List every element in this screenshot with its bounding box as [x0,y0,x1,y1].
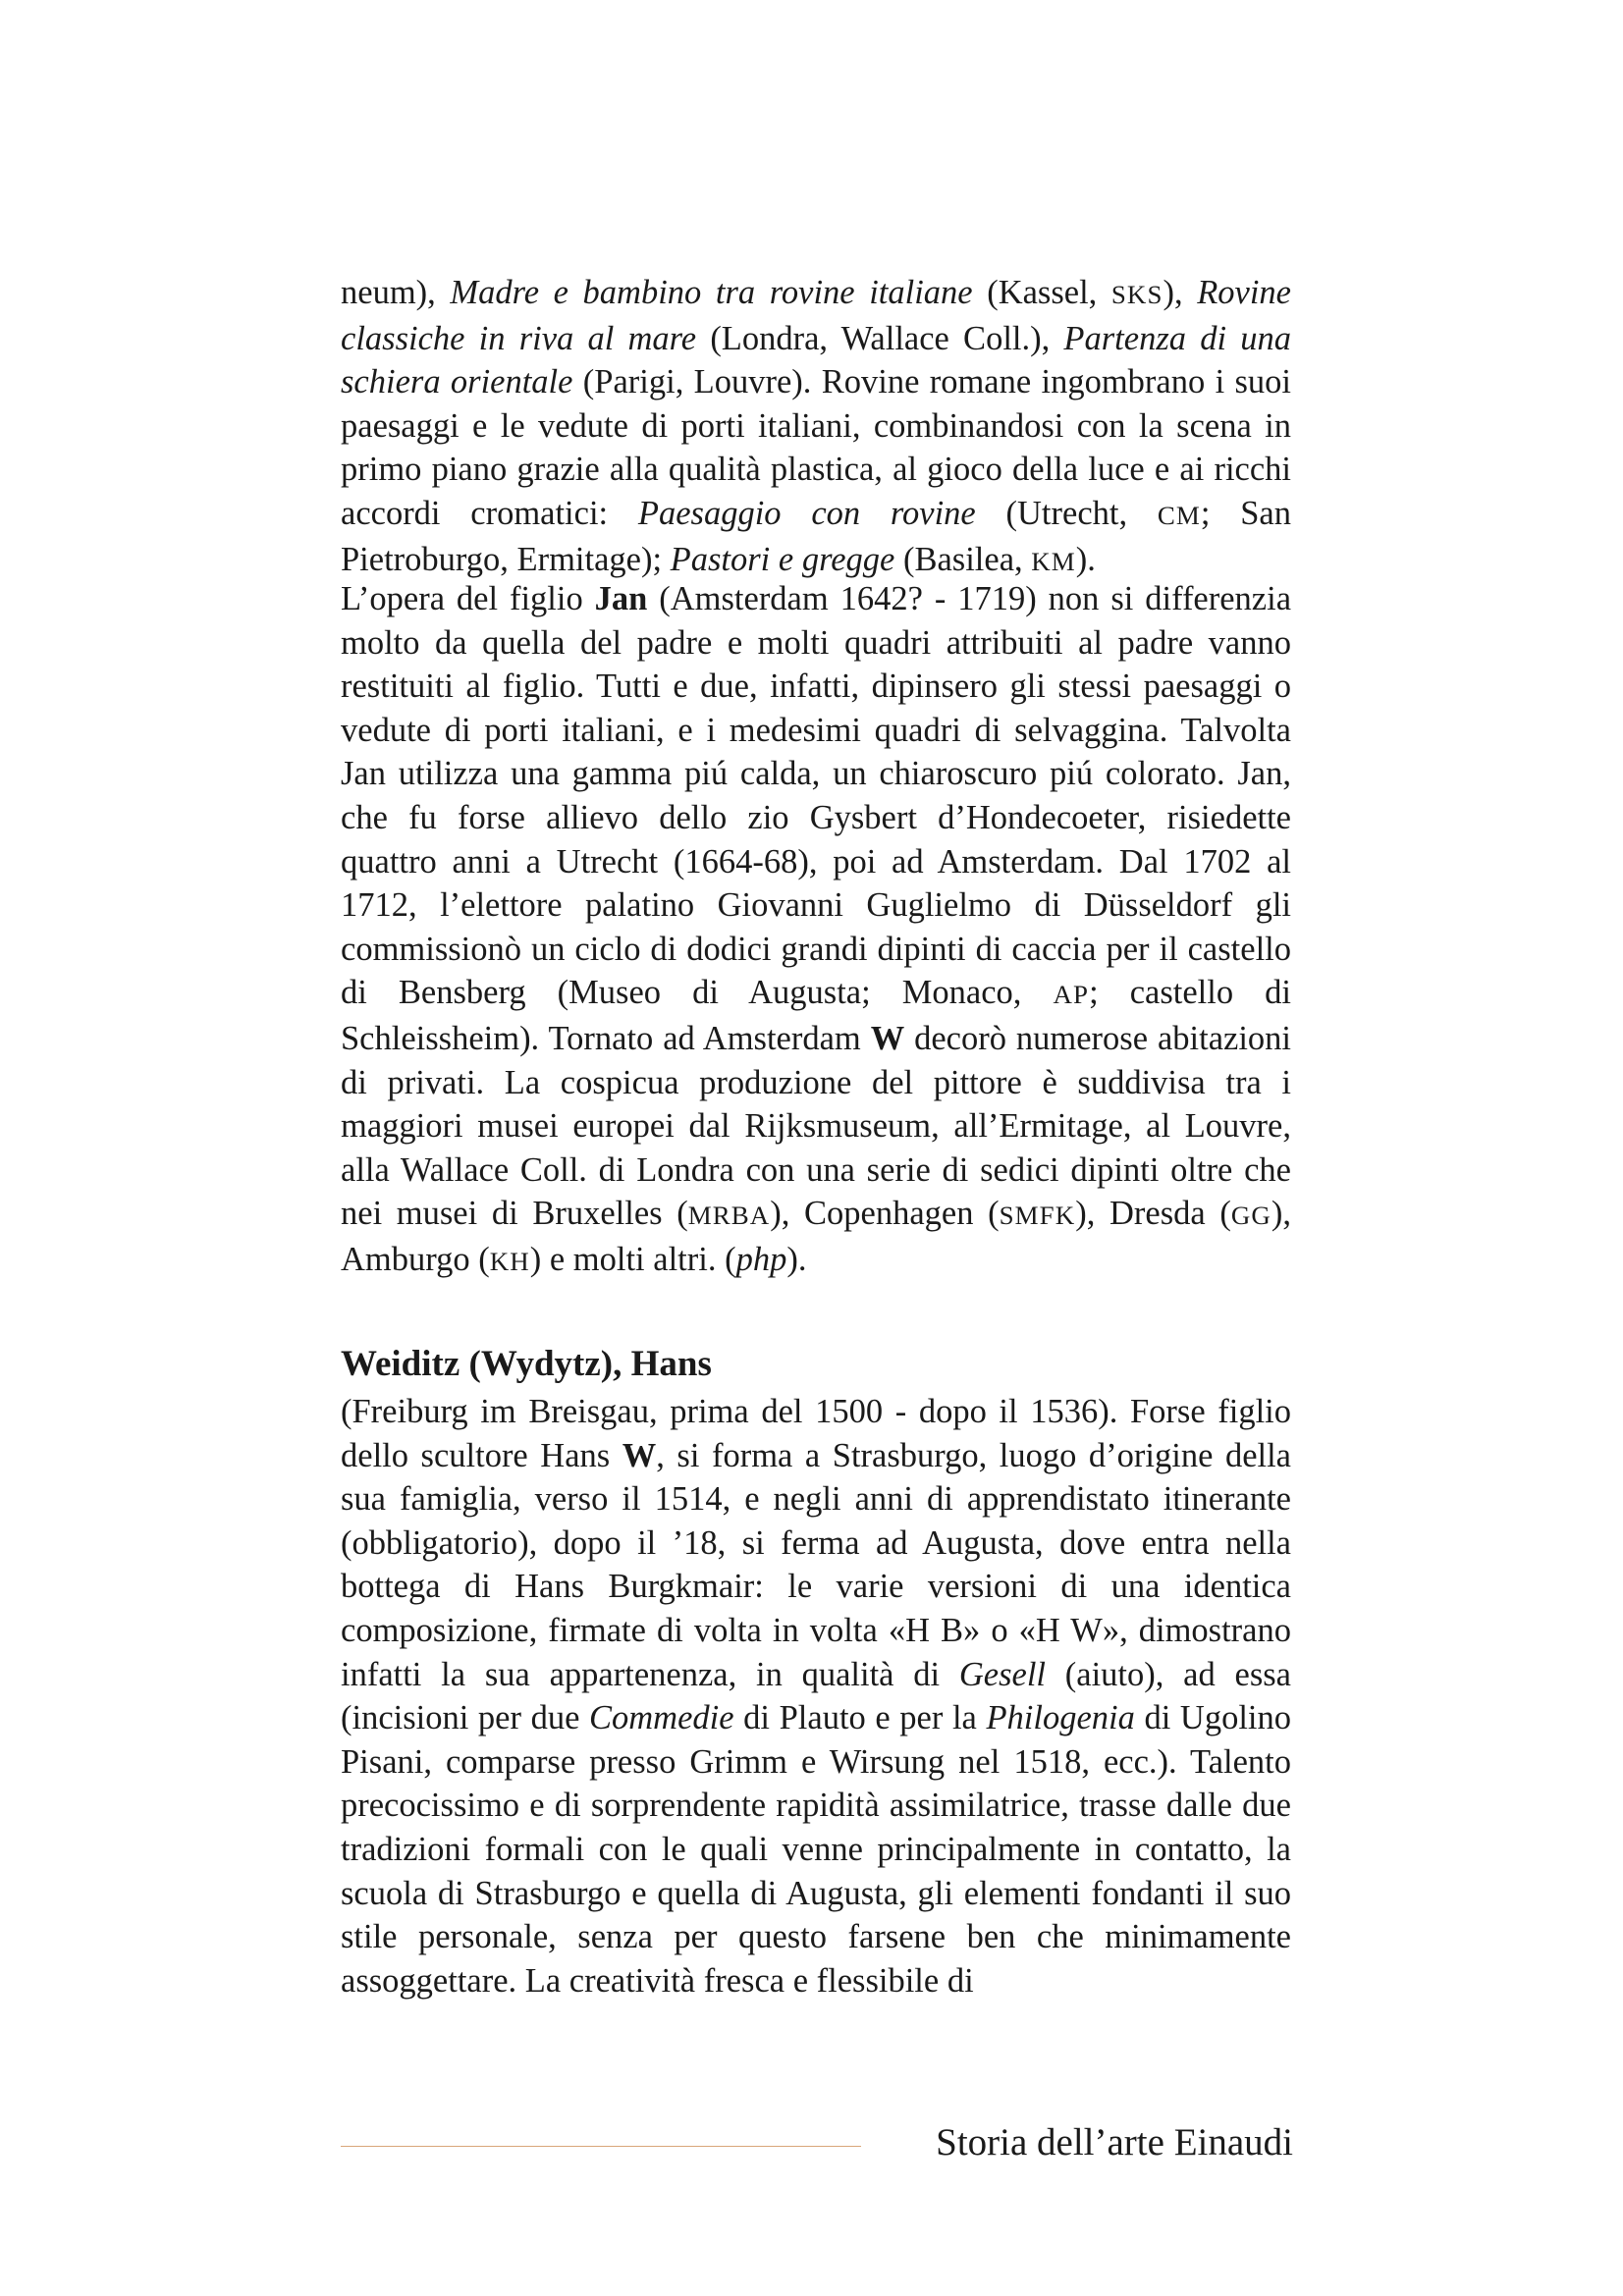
text-run: (Londra, Wallace Coll.), [696,319,1064,357]
artist-initial: W [622,1436,657,1474]
text-run: ) e molti altri. ( [529,1240,736,1278]
artist-initial: W [870,1019,905,1057]
artwork-title: Partenza di una schiera orientale [341,319,1291,401]
text-run: ; San Pietroburgo, Ermitage); [341,494,1291,578]
artwork-title: Madre e bambino tra rovine italiane [450,274,973,311]
italic-term: Gesell [958,1655,1047,1693]
work-title: Philogenia [986,1699,1135,1737]
museum-abbreviation: SKS [1110,280,1163,309]
museum-abbreviation: CM [1157,500,1201,530]
footer-title: Storia dell’arte Einaudi [936,2121,1293,2163]
museum-abbreviation: MRBA [687,1201,771,1231]
museum-abbreviation: AP [1053,980,1090,1010]
text-run: (Amsterdam 1642? - 1719) non si differenzia molto da quella del padre e molti quadri attribuiti al padre vanno restituiti al figlio. Tutti e due, infatti, dipinsero gli stessi paesaggi o vedute di porti italiani, e i medesimi quadri di selvaggina. Talvolta Jan utilizza una gamma piú calda, un chiaroscuro piú colorato. Jan, che fu forse allievo dello zio Gysbert d’Hondecoeter, risiedette quattro anni a Utrecht (1664-68), poi ad Amsterdam. Dal 1702 al 1712, l’elettore palatino Giovanni Guglielmo di Düsseldorf gli commissionò un ciclo di dodici grandi dipinti di caccia per il castello di Bensberg (Museo di Augusta; Monaco, [341,580,1292,1012]
text-run: ). [1075,540,1096,578]
weiditz-paragraph [341,1390,1291,2002]
jan-paragraph [341,577,1291,1284]
museum-abbreviation: SMFK [999,1201,1076,1231]
text-run: decorò numerose abitazioni di privati. La cospicua produzione del pittore è suddivisa tra i maggiori musei europei dal Rijksmuseum, all’Ermitage, al Louvre, alla Wallace Coll. di Londra con una serie di sedici dipinti oltre che nei musei di Bruxelles ( [341,1019,1291,1233]
artwork-title: Rovine classiche in riva al mare [341,274,1291,357]
museum-abbreviation: GG [1230,1201,1271,1231]
footer-rule [341,2146,861,2147]
text-run: ; castello di Schleissheim). Tornato ad Amsterdam [341,974,1291,1057]
artist-name: Jan [594,580,648,617]
work-title: Commedie [589,1699,734,1737]
text-run: (Utrecht, [975,494,1158,532]
text-run: (aiuto), ad essa (incisioni per due [341,1655,1291,1737]
text-run: (Freiburg im Breisgau, prima del 1500 - dopo il 1536). Forse figlio dello scultore Hans [341,1393,1291,1474]
text-run: ), [1163,274,1198,311]
entry-continuation-paragraph [341,271,1291,583]
text-run: ), Amburgo ( [341,1195,1291,1278]
artwork-title: Paesaggio con rovine [637,494,976,532]
author-initials: php [735,1240,787,1278]
text-run: neum), [341,274,451,311]
artwork-title: Pastori e gregge [670,540,895,578]
text-run: ). [786,1240,807,1278]
text-run: (Basilea, [894,540,1032,578]
text-run: , si forma a Strasburgo, luogo d’origine della sua famiglia, verso il 1514, e negli anni di apprendistato itinerante (obbligatorio), dopo il ’18, si ferma ad Augusta, dove entra nella bottega di Hans Burgkmair: le varie versioni di una identica composizione, firmate di volta in volta «H B» o «H W», dimostrano infatti la sua appartenenza, in qualità di [341,1436,1291,1693]
museum-abbreviation: KM [1031,546,1076,576]
museum-abbreviation: KH [489,1246,530,1276]
text-run: ), Dresda ( [1075,1195,1231,1233]
text-run: (Parigi, Louvre). Rovine romane ingombrano i suoi paesaggi e le vedute di porti italiani, combinandosi con la scena in primo piano grazie alla qualità plastica, al gioco della luce e ai ricchi accordi cromatici: [341,363,1291,532]
text-run: (Kassel, [972,274,1111,311]
text-run: di Ugolino Pisani, comparse presso Grimm e Wirsung nel 1518, ecc.). Talento precocissimo e di sorprendente rapidità assimilatrice, trasse dalle due tradizioni formali con le quali venne principalmente in contatto, la scuola di Strasburgo e quella di Augusta, gli elementi fondanti il suo stile personale, senza per questo farsene ben che minimamente assoggettare. La creatività fresca e flessibile di [341,1699,1291,2000]
text-run: L’opera del figlio [341,580,595,617]
entry-heading: Weiditz (Wydytz), Hans [341,1344,712,1384]
text-run: di Plauto e per la [733,1699,987,1737]
text-run: ), Copenhagen ( [770,1195,1000,1233]
